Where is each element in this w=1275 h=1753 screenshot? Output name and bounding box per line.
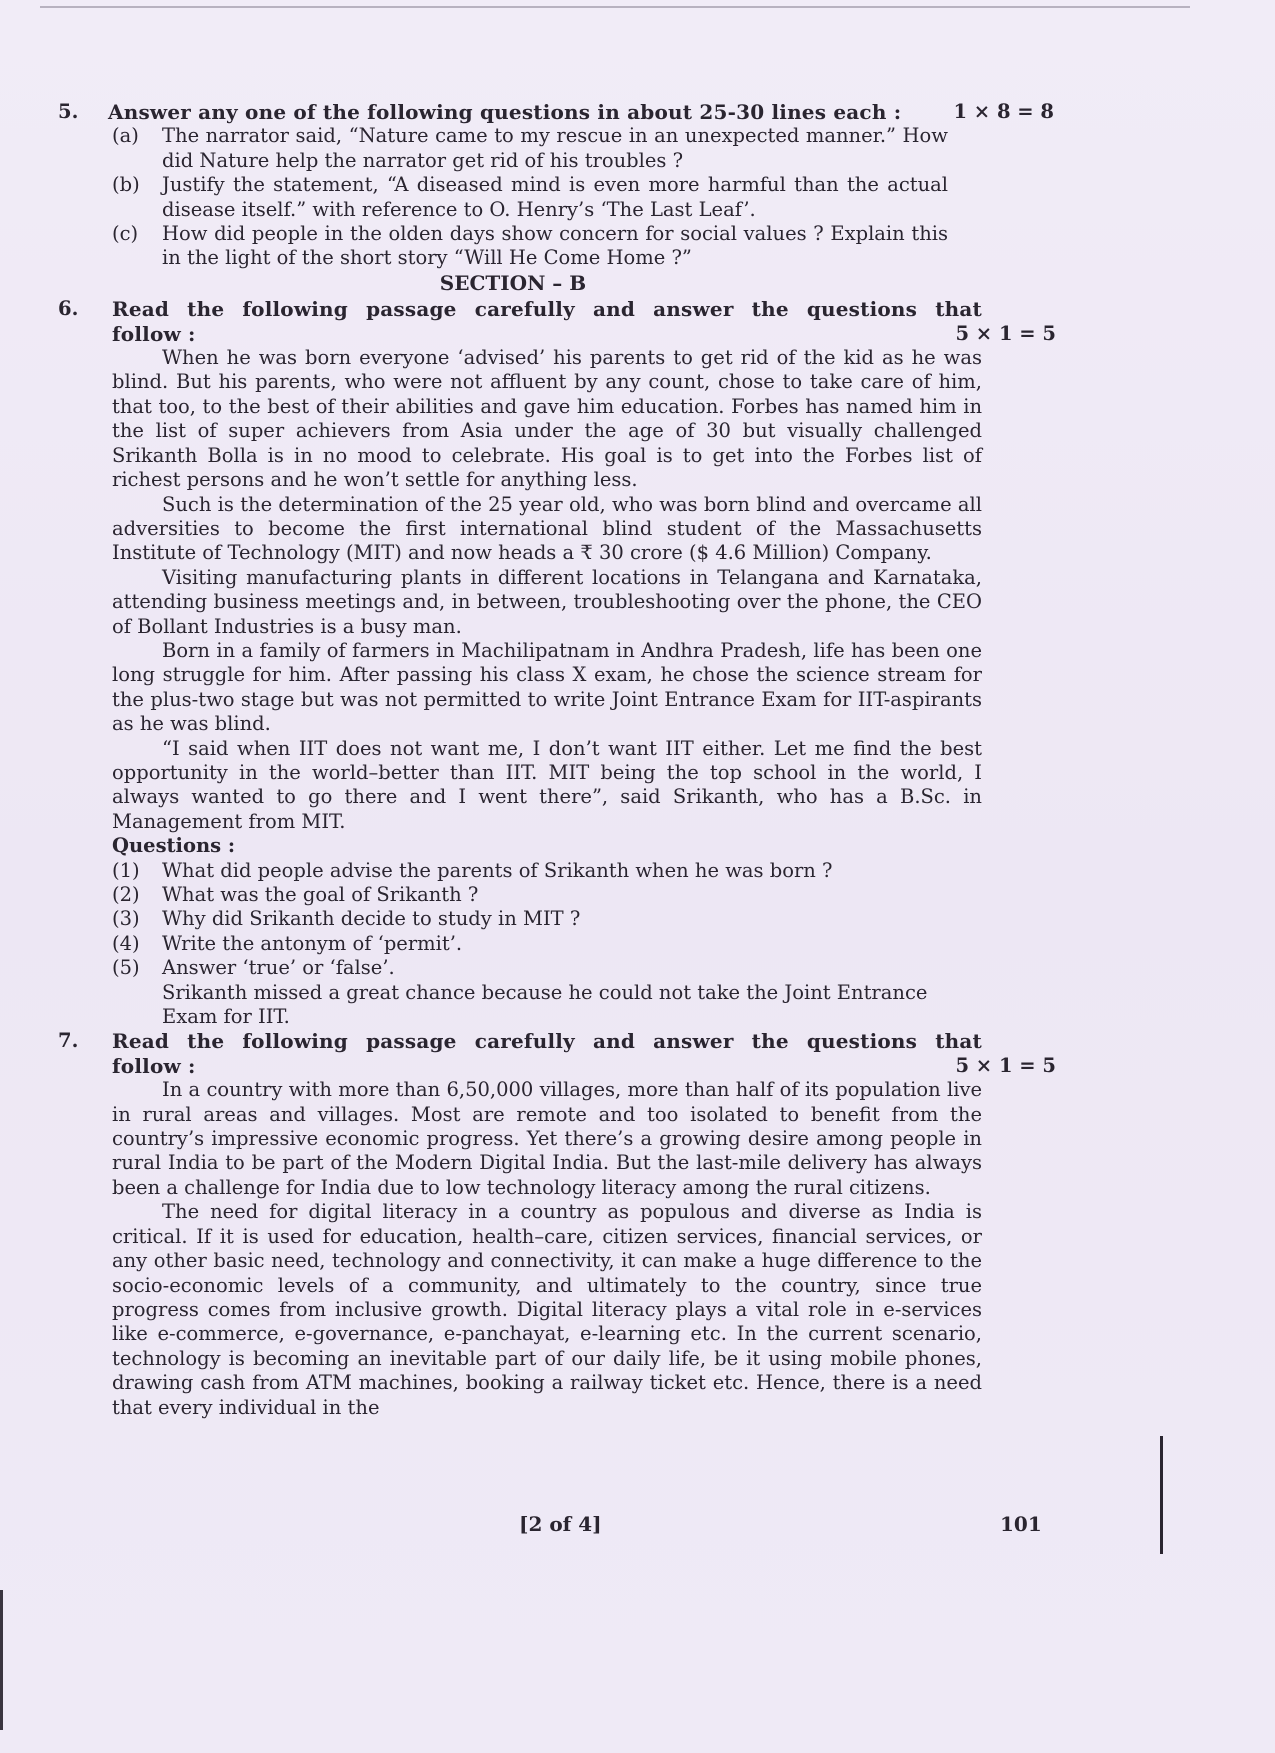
marks-label: 1 × 8 = 8 xyxy=(953,100,1054,123)
sub-question-label: (3) xyxy=(112,907,140,931)
option-text: How did people in the olden days show concern for social values ? Explain this in the light of the short story “Will He Come Home ?” xyxy=(162,222,948,270)
passage-paragraph: The need for digital literacy in a country as populous and diverse as India is critical. If it is used for education, health–care, citizen services, financial services, or any other basic need, technology and connectivity, it can make a huge difference to the socio-economic levels of a community, and ultimately to the country, since true progress comes from inclusive growth. Digital literacy plays a vital role in e-services like e-commerce, e-governance, e-panchayat, e-learning etc. In the current scenario, technology is becoming an inevitable part of our daily life, be it using mobile phones, drawing cash from ATM machines, booking a railway ticket etc. Hence, there is a need that every individual in the xyxy=(112,1200,982,1419)
sub-question-label: (1) xyxy=(112,858,140,882)
questions-label: Questions : xyxy=(112,834,236,858)
question-heading: Read the following passage carefully and answer the questions that xyxy=(112,1029,982,1054)
sub-question-4 xyxy=(112,932,982,956)
sub-question-label: (2) xyxy=(112,883,140,906)
option-label: (a) xyxy=(112,124,139,148)
margin-line xyxy=(1160,1436,1163,1554)
sub-question-text: What was the goal of Srikanth ? xyxy=(162,883,479,906)
question-number: 7. xyxy=(58,1029,79,1053)
option-text: The narrator said, “Nature came to my rescue in an unexpected manner.” How did Nature help the narrator get rid of his troubles ? xyxy=(162,124,948,172)
passage-paragraph: Born in a family of farmers in Machilipatnam in Andhra Pradesh, life has been one long struggle for him. After passing his class X exam, he chose the science stream for the plus-two stage but was not permitted to write Joint Entrance Exam for IIT-aspirants as he was blind. xyxy=(112,638,982,736)
question-heading-continued: follow : xyxy=(112,321,196,346)
question-5 xyxy=(58,100,1054,271)
sub-question-label: (5) xyxy=(112,956,140,980)
option-label: (b) xyxy=(112,173,140,197)
passage-paragraph: In a country with more than 6,50,000 villages, more than half of its population live in rural areas and villages. Most are remote and too isolated to benefit from the country’s impressive economic progress. Yet there’s a growing desire among people in rural India to be part of the Modern Digital India. But the last-mile delivery has always been a challenge for India due to low technology literacy among the rural citizens. xyxy=(112,1078,982,1199)
marks-label: 5 × 1 = 5 xyxy=(955,1053,1056,1077)
options-list xyxy=(112,124,948,270)
question-heading-continued: follow : xyxy=(112,1053,196,1078)
passage-paragraph: When he was born everyone ‘advised’ his parents to get rid of the kid as he was blind. But his parents, who were not affluent by any count, chose to take care of him, that too, to the best of their abilities and gave him education. Forbes has named him in the list of super achievers from Asia under the age of 30 but visually challenged Srikanth Bolla is in no mood to celebrate. His goal is to get into the Forbes list of richest persons and he won’t settle for anything less. xyxy=(112,346,982,492)
sub-question-1 xyxy=(112,859,982,883)
section-title: SECTION – B xyxy=(439,270,587,295)
sub-question-2 xyxy=(112,883,982,907)
question-5-heading-row xyxy=(108,100,1098,124)
passage-paragraph: Such is the determination of the 25 year old, who was born blind and overcame all adversities to become the first international blind student of the Massachusetts Institute of Technology (MIT) and now heads a ₹ 30 crore ($ 4.6 Million) Company. xyxy=(112,492,982,565)
paper-code: 101 xyxy=(1000,1512,1042,1536)
passage-paragraph: “I said when IIT does not want me, I don’t want IIT either. Let me find the best opportunity in the world–better than IIT. MIT being the top school in the world, I always wanted to go there and I went there”, said Srikanth, who has a B.Sc. in Management from MIT. xyxy=(112,736,982,833)
option-text: Justify the statement, “A diseased mind is even more harmful than the actual disease itself.” with reference to O. Henry’s ‘The Last Leaf’. xyxy=(162,173,948,221)
sub-question-text: Answer ‘true’ or ‘false’. xyxy=(162,956,395,980)
question-number: 5. xyxy=(58,100,79,123)
question-7-follow-row xyxy=(112,1054,1056,1078)
option-b xyxy=(112,173,948,222)
question-number: 6. xyxy=(58,297,79,321)
top-edge-line xyxy=(40,6,1190,8)
sub-question-text: Write the antonym of ‘permit’. xyxy=(162,931,463,955)
sub-question-text: What did people advise the parents of Srikanth when he was born ? xyxy=(162,858,833,882)
sub-question-5 xyxy=(112,956,982,1029)
marks-label: 5 × 1 = 5 xyxy=(955,321,1056,345)
sub-question-text: Why did Srikanth decide to study in MIT ? xyxy=(162,907,581,931)
question-6-follow-row xyxy=(112,322,1056,346)
option-c xyxy=(112,222,948,271)
page-number: [2 of 4] xyxy=(519,1512,602,1536)
question-7 xyxy=(58,1029,1056,1420)
sub-question-3 xyxy=(112,907,982,931)
sub-question-statement: Srikanth missed a great chance because he could not take the Joint Entrance Exam for IIT. xyxy=(162,980,928,1029)
sub-question-label: (4) xyxy=(112,931,140,955)
question-heading: Answer any one of the following questions in about 25-30 lines each : xyxy=(108,100,902,124)
passage-paragraph: Visiting manufacturing plants in different locations in Telangana and Karnataka, attending business meetings and, in between, troubleshooting over the phone, the CEO of Bollant Industries is a busy man. xyxy=(112,565,982,638)
page-content xyxy=(58,100,1056,1420)
question-6 xyxy=(58,297,1056,1029)
option-a xyxy=(112,124,948,173)
option-label: (c) xyxy=(112,222,139,246)
question-heading: Read the following passage carefully and answer the questions that xyxy=(112,297,982,322)
left-edge-line xyxy=(0,1590,3,1730)
